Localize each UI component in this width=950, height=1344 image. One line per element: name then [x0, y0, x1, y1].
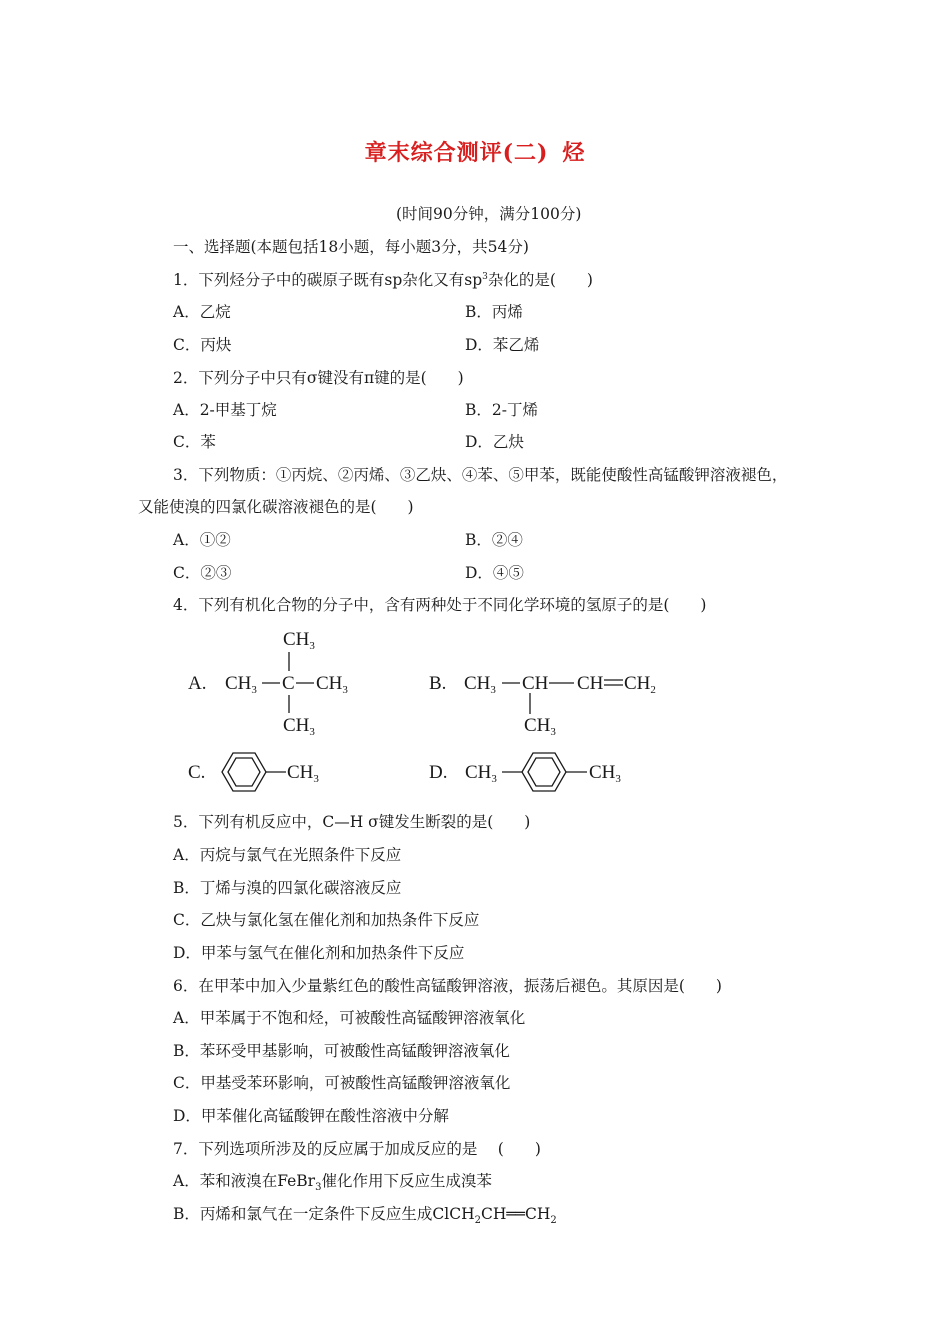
q3-option-d: D．④⑤ — [465, 564, 524, 582]
q6-option-a: A．甲苯属于不饱和烃，可被酸性高锰酸钾溶液氧化 — [173, 1009, 526, 1027]
question-6-stem: 6．在甲苯中加入少量紫红色的酸性高锰酸钾溶液，振荡后褪色。其原因是( ) — [173, 977, 722, 995]
q4-label-d: D. — [429, 762, 448, 783]
q3-option-b: B．②④ — [465, 531, 523, 549]
q3-option-a: A．①② — [173, 531, 231, 549]
q4-label-c: C. — [188, 762, 206, 783]
q1-option-c: C．丙炔 — [173, 336, 232, 354]
q4d-ch3-right: $CH_3$ — [589, 762, 621, 785]
q4-label-b: B. — [429, 673, 447, 694]
q4c-ch3: $CH_3$ — [287, 762, 319, 785]
question-4-stem: 4．下列有机化合物的分子中，含有两种处于不同化学环境的氢原子的是( ) — [173, 596, 707, 614]
q2-option-c: C．苯 — [173, 433, 216, 451]
section-heading: 一、选择题(本题包括18小题，每小题3分，共54分) — [173, 238, 529, 256]
q4a-ch3-left: $CH_3$ — [225, 673, 257, 696]
q4b-ch: CH — [522, 673, 549, 694]
question-2-stem: 2．下列分子中只有σ键没有π键的是( ) — [173, 369, 464, 387]
q5-option-a: A．丙烷与氯气在光照条件下反应 — [173, 846, 402, 864]
q4b-ch3-bottom: $CH_3$ — [524, 715, 556, 738]
q4c-ring-inner — [228, 758, 260, 786]
q1-option-a: A．乙烷 — [173, 303, 231, 321]
q4a-c-center: C — [282, 673, 295, 694]
q4a-ch3-top: $CH_3$ — [283, 629, 315, 652]
q3-option-c: C．②③ — [173, 564, 232, 582]
q6-option-d: D．甲苯催化高锰酸钾在酸性溶液中分解 — [173, 1107, 449, 1125]
q4b-ch2: $CH_2$ — [624, 673, 656, 696]
title-suffix: 烃 — [562, 140, 586, 166]
q7-option-b: B．丙烯和氯气在一定条件下反应生成$ClCH_2CH══CH_2$ — [173, 1205, 557, 1227]
q4d-ring-inner — [528, 758, 560, 786]
q4-label-a: A. — [188, 673, 207, 694]
q2-option-d: D．乙炔 — [465, 433, 524, 451]
q4b-ch3-left: $CH_3$ — [464, 673, 496, 696]
q2-option-a: A．2-甲基丁烷 — [173, 401, 277, 419]
q6-option-b: B．苯环受甲基影响，可被酸性高锰酸钾溶液氧化 — [173, 1042, 510, 1060]
question-5-stem: 5．下列有机反应中，C—H σ键发生断裂的是( ) — [173, 813, 531, 831]
q5-option-b: B．丁烯与溴的四氯化碳溶液反应 — [173, 879, 402, 897]
q5-option-d: D．甲苯与氢气在催化剂和加热条件下反应 — [173, 944, 465, 962]
q2-option-b: B．2-丁烯 — [465, 401, 538, 419]
question-3-stem-line1: 3．下列物质：①丙烷、②丙烯、③乙炔、④苯、⑤甲苯，既能使酸性高锰酸钾溶液褪色， — [173, 466, 788, 484]
question-1-stem: 1．下列烃分子中的碳原子既有sp杂化又有$sp^3$杂化的是( ) — [173, 271, 593, 289]
q7-option-a: A．苯和液溴在FeBr$_3$催化作用下反应生成溴苯 — [173, 1172, 492, 1194]
q1-option-d: D．苯乙烯 — [465, 336, 540, 354]
q1-option-b: B．丙烯 — [465, 303, 523, 321]
q5-option-c: C．乙炔与氯化氢在催化剂和加热条件下反应 — [173, 911, 480, 929]
subtitle: (时间90分钟，满分100分) — [396, 205, 582, 223]
question-7-stem: 7．下列选项所涉及的反应属于加成反应的是 ( ) — [173, 1140, 541, 1158]
title-main: 章末综合测评(二) — [364, 140, 549, 166]
q6-option-c: C．甲基受苯环影响，可被酸性高锰酸钾溶液氧化 — [173, 1074, 511, 1092]
q4a-ch3-right: $CH_3$ — [316, 673, 348, 696]
q4b-ch-2: CH — [577, 673, 604, 694]
question-3-stem-line2: 又能使溴的四氯化碳溶液褪色的是( ) — [138, 498, 414, 516]
q4a-ch3-bottom: $CH_3$ — [283, 715, 315, 738]
q4d-ch3-left: $CH_3$ — [465, 762, 497, 785]
